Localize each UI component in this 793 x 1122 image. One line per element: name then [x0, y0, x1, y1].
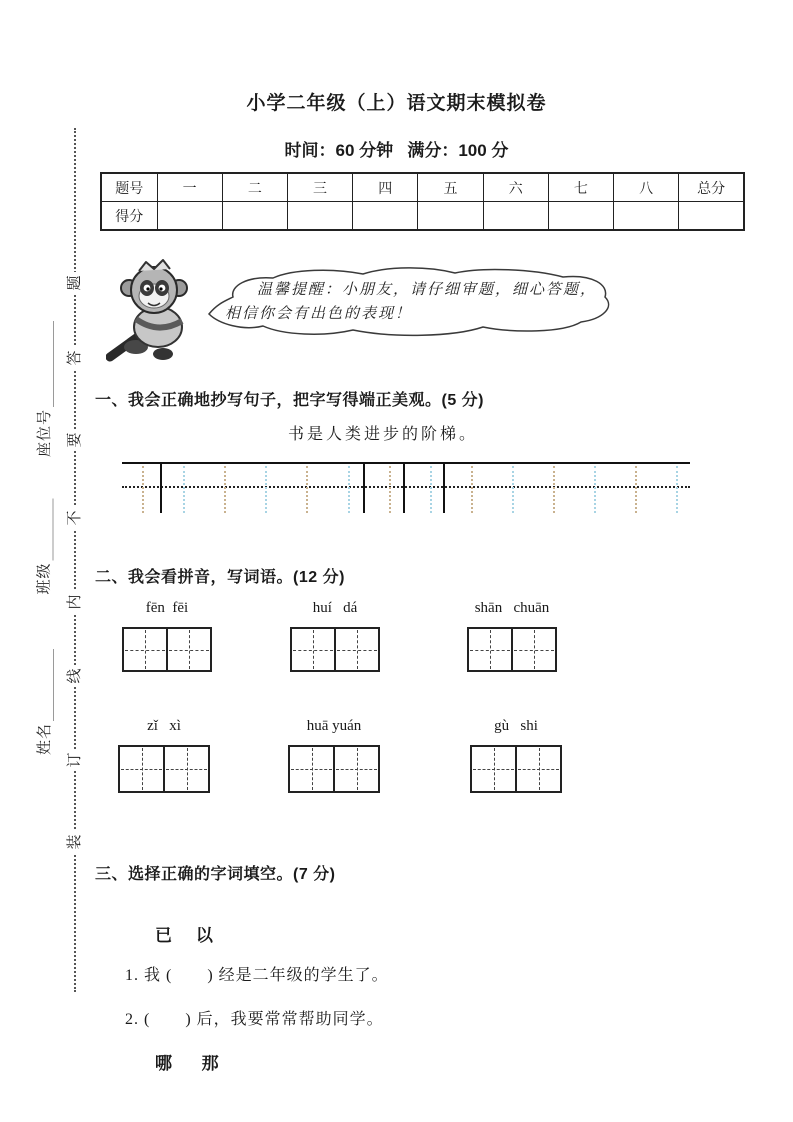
name-label: 姓名 — [36, 722, 53, 755]
pinyin-word-group — [122, 596, 212, 672]
binding-char: 线 — [64, 665, 86, 687]
score-table-header-cell: 七 — [548, 173, 613, 202]
name-blank[interactable] — [49, 649, 54, 721]
seat-number-blank[interactable] — [49, 321, 54, 407]
section-three-heading: 三、选择正确的字词填空。(7 分) — [95, 866, 336, 883]
tianzige-cell[interactable] — [290, 747, 333, 791]
hint-text-line2: 相信你会有出色的表现！ — [225, 306, 413, 322]
score-table-header-cell: 六 — [483, 173, 548, 202]
score-cell[interactable] — [287, 202, 352, 231]
word-bank-yi: 已 以 — [155, 926, 214, 945]
seat-number-label: 座位号 — [36, 408, 53, 457]
class-label: 班级 — [35, 562, 53, 595]
handwriting-copy-strip[interactable] — [122, 462, 690, 513]
section-one-heading: 一、我会正确地抄写句子，把字写得端正美观。(5 分) — [95, 392, 485, 409]
tianzige-grid — [470, 745, 562, 793]
monkey-mascot-icon — [106, 258, 206, 368]
hint-speech-bubble — [203, 264, 617, 344]
pinyin-label: gù shi — [494, 718, 538, 734]
word-bank-na: 哪 那 — [155, 1054, 220, 1073]
name-field — [34, 637, 54, 755]
binding-char: 题 — [64, 272, 86, 294]
score-table-header-cell: 题号 — [101, 173, 157, 202]
score-table-header-cell: 二 — [222, 173, 287, 202]
tianzige-grid — [290, 627, 380, 672]
class-field — [34, 490, 54, 595]
score-table-header-row — [101, 173, 744, 202]
pinyin-label: fēn fēi — [145, 600, 189, 616]
tianzige-grid — [118, 745, 210, 793]
copy-strip-guide-line — [348, 466, 350, 513]
tianzige-cell[interactable] — [124, 629, 166, 670]
score-table — [100, 172, 745, 231]
copy-strip-guide-line — [553, 466, 555, 513]
binding-char: 答 — [64, 347, 86, 369]
copy-strip-guide-line — [594, 466, 596, 513]
copy-strip-guide-line — [471, 466, 473, 513]
score-cell[interactable] — [418, 202, 483, 231]
tianzige-cell[interactable] — [511, 629, 555, 670]
copy-strip-divider — [443, 464, 445, 513]
binding-char: 订 — [64, 749, 86, 771]
copy-strip-divider — [160, 464, 162, 513]
copy-strip-guide-line — [265, 466, 267, 513]
pinyin-word-group — [118, 714, 210, 793]
tianzige-cell[interactable] — [515, 747, 560, 791]
score-table-score-row — [101, 202, 744, 231]
pinyin-word-group — [290, 596, 380, 672]
pinyin-label: huí dá — [312, 600, 358, 616]
score-table-header-cell: 总分 — [679, 173, 744, 202]
score-cell[interactable] — [614, 202, 679, 231]
tianzige-cell[interactable] — [472, 747, 515, 791]
tianzige-grid — [288, 745, 380, 793]
pinyin-label: huā yuán — [306, 718, 362, 734]
score-table-header-cell: 八 — [614, 173, 679, 202]
seat-number-field — [34, 317, 54, 457]
tianzige-cell[interactable] — [292, 629, 334, 670]
page-title: 小学二年级（上）语文期末模拟卷 — [246, 93, 547, 114]
tianzige-cell[interactable] — [469, 629, 511, 670]
binding-dotted-line — [74, 128, 76, 992]
binding-char: 内 — [64, 591, 86, 613]
time-score-subtitle: 时间：60 分钟 满分：100 分 — [284, 141, 509, 160]
score-cell[interactable] — [353, 202, 418, 231]
tianzige-cell[interactable] — [163, 747, 208, 791]
score-cell[interactable] — [483, 202, 548, 231]
class-blank[interactable] — [49, 498, 54, 560]
pinyin-label: shān chuān — [474, 600, 550, 616]
tianzige-cell[interactable] — [333, 747, 378, 791]
copy-strip-guide-line — [183, 466, 185, 513]
tianzige-grid — [467, 627, 557, 672]
copy-strip-guide-line — [389, 466, 391, 513]
binding-char: 要 — [64, 429, 86, 451]
pinyin-word-group — [467, 596, 557, 672]
binding-char: 不 — [64, 507, 86, 529]
section-two-heading: 二、我会看拼音，写词语。(12 分) — [95, 569, 345, 586]
copy-strip-guide-line — [512, 466, 514, 513]
binding-char: 装 — [64, 831, 86, 853]
score-cell[interactable] — [157, 202, 222, 231]
copy-strip-guide-line — [676, 466, 678, 513]
copy-strip-guide-line — [306, 466, 308, 513]
pinyin-label: zǐ xì — [147, 718, 181, 734]
score-table-header-cell: 四 — [353, 173, 418, 202]
score-table-header-cell: 一 — [157, 173, 222, 202]
score-cell[interactable] — [548, 202, 613, 231]
copy-strip-guide-line — [224, 466, 226, 513]
tianzige-cell[interactable] — [166, 629, 210, 670]
score-table-header-cell: 三 — [287, 173, 352, 202]
copy-strip-guide-line — [142, 466, 144, 513]
pinyin-word-group — [288, 714, 380, 793]
pinyin-word-group — [470, 714, 562, 793]
hint-text-line1: 温馨提醒：小朋友，请仔细审题，细心答题， — [257, 282, 598, 298]
tianzige-grid — [122, 627, 212, 672]
score-row-label: 得分 — [101, 202, 157, 231]
copy-strip-guide-line — [635, 466, 637, 513]
copy-strip-divider — [363, 464, 365, 513]
tianzige-cell[interactable] — [334, 629, 378, 670]
sentence-to-copy: 书是人类进步的阶梯。 — [288, 426, 479, 443]
copy-strip-guide-line — [430, 466, 432, 513]
score-table-header-cell: 五 — [418, 173, 483, 202]
fill-blank-item-1[interactable]: 1. 我 ( ) 经是二年级的学生了。 — [125, 967, 389, 984]
fill-blank-item-2[interactable]: 2. ( ) 后，我要常常帮助同学。 — [125, 1011, 384, 1028]
copy-strip-divider — [403, 464, 405, 513]
tianzige-cell[interactable] — [120, 747, 163, 791]
score-cell[interactable] — [222, 202, 287, 231]
score-cell[interactable] — [679, 202, 744, 231]
copy-strip-midline — [122, 486, 690, 488]
